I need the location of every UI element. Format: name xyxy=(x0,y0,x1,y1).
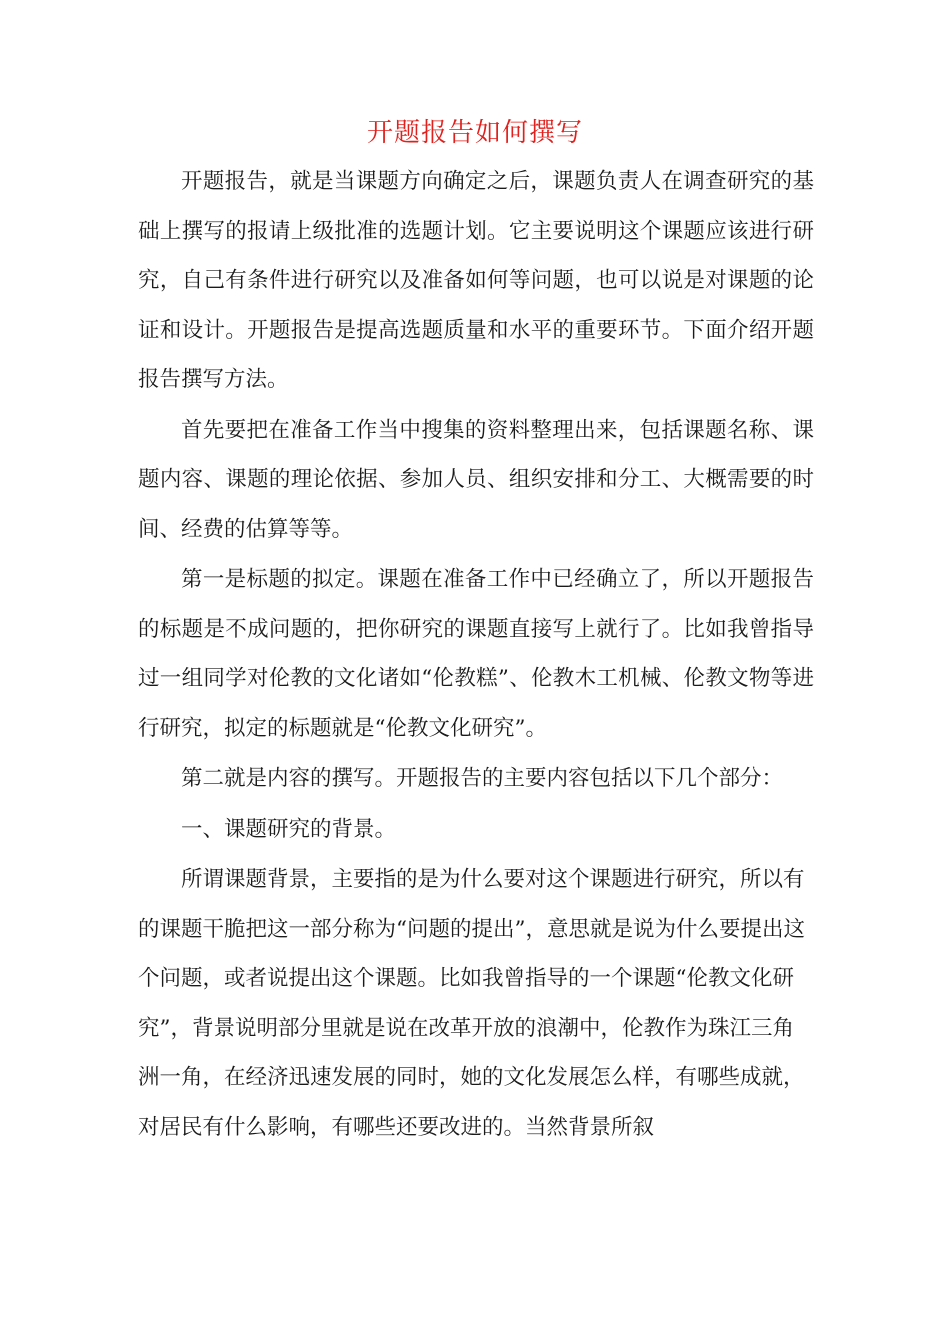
paragraph-intro: 开题报告，就是当课题方向确定之后，课题负责人在调查研究的基础上撰写的报请上级批准的选题计划。它主要说明这个课题应该进行研究，自己有条件进行研究以及准备如何等问题，也可以说是对课题的论证和设计。开题报告是提高选题质量和水平的重要环节。下面介绍开题报告撰写方法。 xyxy=(138,169,814,392)
paragraph-title-drafting: 第一是标题的拟定。课题在准备工作中已经确立了，所以开题报告的标题是不成问题的，把你研究的课题直接写上就行了。比如我曾指导过一组同学对伦教的文化诸如“伦教糕”、伦教木工机械、伦教文物等进行研究，拟定的标题就是“伦教文化研究”。 xyxy=(138,567,814,741)
paragraph-materials: 首先要把在准备工作当中搜集的资料整理出来，包括课题名称、课题内容、课题的理论依据、参加人员、组织安排和分工、大概需要的时间、经费的估算等等。 xyxy=(138,417,814,542)
document-title: 开题报告如何撰写 xyxy=(366,118,583,148)
paragraph-background: 所谓课题背景，主要指的是为什么要对这个课题进行研究，所以有的课题干脆把这一部分称为“问题的提出”，意思就是说为什么要提出这个问题，或者说提出这个课题。比如我曾指导的一个课题“伦教文化研究”，背景说明部分里就是说在改革开放的浪潮中，伦教作为珠江三角洲一角，在经济迅速发展的同时，她的文化发展怎么样，有哪些成就，对居民有什么影响，有哪些还要改进的。当然背景所叙 xyxy=(138,867,805,1140)
document-body xyxy=(138,157,814,1153)
section-heading-background: 一、课题研究的背景。 xyxy=(181,816,397,842)
paragraph-content-writing: 第二就是内容的撰写。开题报告的主要内容包括以下几个部分： xyxy=(181,766,784,791)
